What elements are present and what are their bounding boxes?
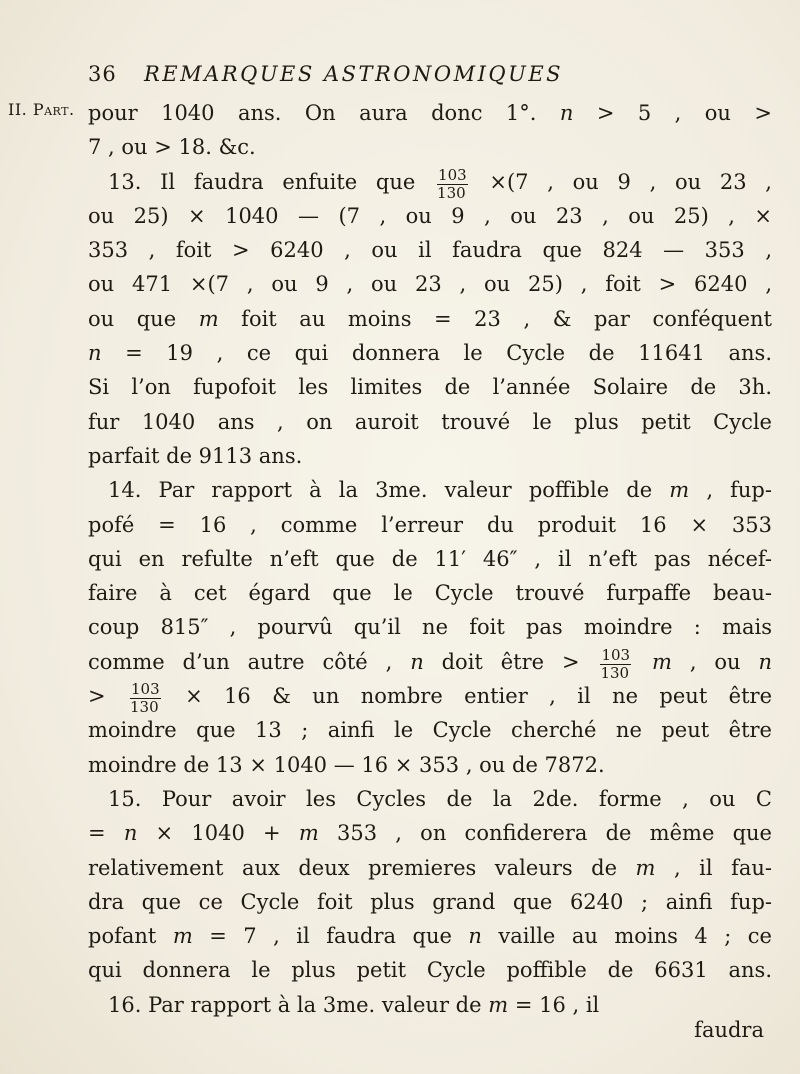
text-line: 15. Pour avoir les Cycles de la 2de. forme , ou C bbox=[108, 786, 772, 811]
text-line: 353 , foit > 6240 , ou il faudra que 824 — 353 , bbox=[88, 238, 772, 263]
text-line: relativement aux deux premieres valeurs de m , il fau- bbox=[88, 855, 772, 880]
fraction: $\frac{103}{130}$ bbox=[600, 645, 631, 680]
text-line: 16. Par rapport à la 3me. valeur de m = 16 , il bbox=[108, 992, 600, 1017]
text-line: comme d’un autre côté , n doit être > $\frac{103}{130}$ m , ou n bbox=[88, 645, 772, 680]
text-line: ou 471 ×(7 , ou 9 , ou 23 , ou 25) , foit > 6240 , bbox=[88, 272, 772, 297]
text-line: 14. Par rapport à la 3me. valeur poffible de m , fup- bbox=[108, 478, 772, 503]
body-text bbox=[88, 96, 772, 1022]
text-line: coup 815″ , pourvû qu’il ne foit pas moindre : mais bbox=[88, 615, 772, 640]
running-header bbox=[88, 62, 728, 92]
running-title: REMARQUES ASTRONOMIQUES bbox=[144, 62, 564, 86]
text-line: fur 1040 ans , on auroit trouvé le plus petit Cycle bbox=[88, 409, 772, 434]
text-line: ou 25) × 1040 — (7 , ou 9 , ou 23 , ou 25) , × bbox=[88, 203, 772, 228]
text-line: Si l’on fupofoit les limites de l’année Solaire de 3h. bbox=[88, 375, 772, 400]
text-line: qui donnera le plus petit Cycle poffible de 6631 ans. bbox=[88, 958, 772, 983]
fraction: $\frac{103}{130}$ bbox=[130, 680, 160, 714]
text-line: 13. Il faudra enfuite que $\frac{103}{130}$ ×(7 , ou 9 , ou 23 , bbox=[108, 165, 772, 199]
text-line: > $\frac{103}{130}$ × 16 & un nombre entier , il ne peut être bbox=[88, 680, 772, 714]
text-line: moindre de 13 × 1040 — 16 × 353 , ou de 7872. bbox=[88, 752, 605, 777]
text-line: n = 19 , ce qui donnera le Cycle de 11641 ans. bbox=[88, 341, 772, 366]
text-line: pour 1040 ans. On aura donc 1°. n > 5 , ou > bbox=[88, 101, 772, 125]
text-line: pofant m = 7 , il faudra que n vaille au moins 4 ; ce bbox=[88, 924, 772, 949]
text-line: moindre que 13 ; ainfi le Cycle cherché ne peut être bbox=[88, 718, 772, 743]
fraction: $\frac{103}{130}$ bbox=[437, 165, 467, 199]
text-line: parfait de 9113 ans. bbox=[88, 443, 303, 468]
text-line: 7 , ou > 18. &c. bbox=[88, 135, 256, 160]
text-line: qui en refulte n’eft que de 11′ 46″ , il n’eft pas nécef- bbox=[88, 546, 772, 571]
text-line: pofé = 16 , comme l’erreur du produit 16 × 353 bbox=[88, 512, 772, 537]
text-line: faire à cet égard que le Cycle trouvé furpaffe beau- bbox=[88, 581, 772, 606]
text-line: ou que m foit au moins = 23 , & par conféquent bbox=[88, 306, 772, 331]
page-number: 36 bbox=[88, 62, 117, 86]
catchword: faudra bbox=[694, 1018, 764, 1042]
text-line: dra que ce Cycle foit plus grand que 6240 ; ainfi fup- bbox=[88, 889, 772, 914]
margin-note: II. Part. bbox=[8, 100, 75, 119]
text-line: = n × 1040 + m 353 , on confiderera de même que bbox=[88, 821, 772, 846]
